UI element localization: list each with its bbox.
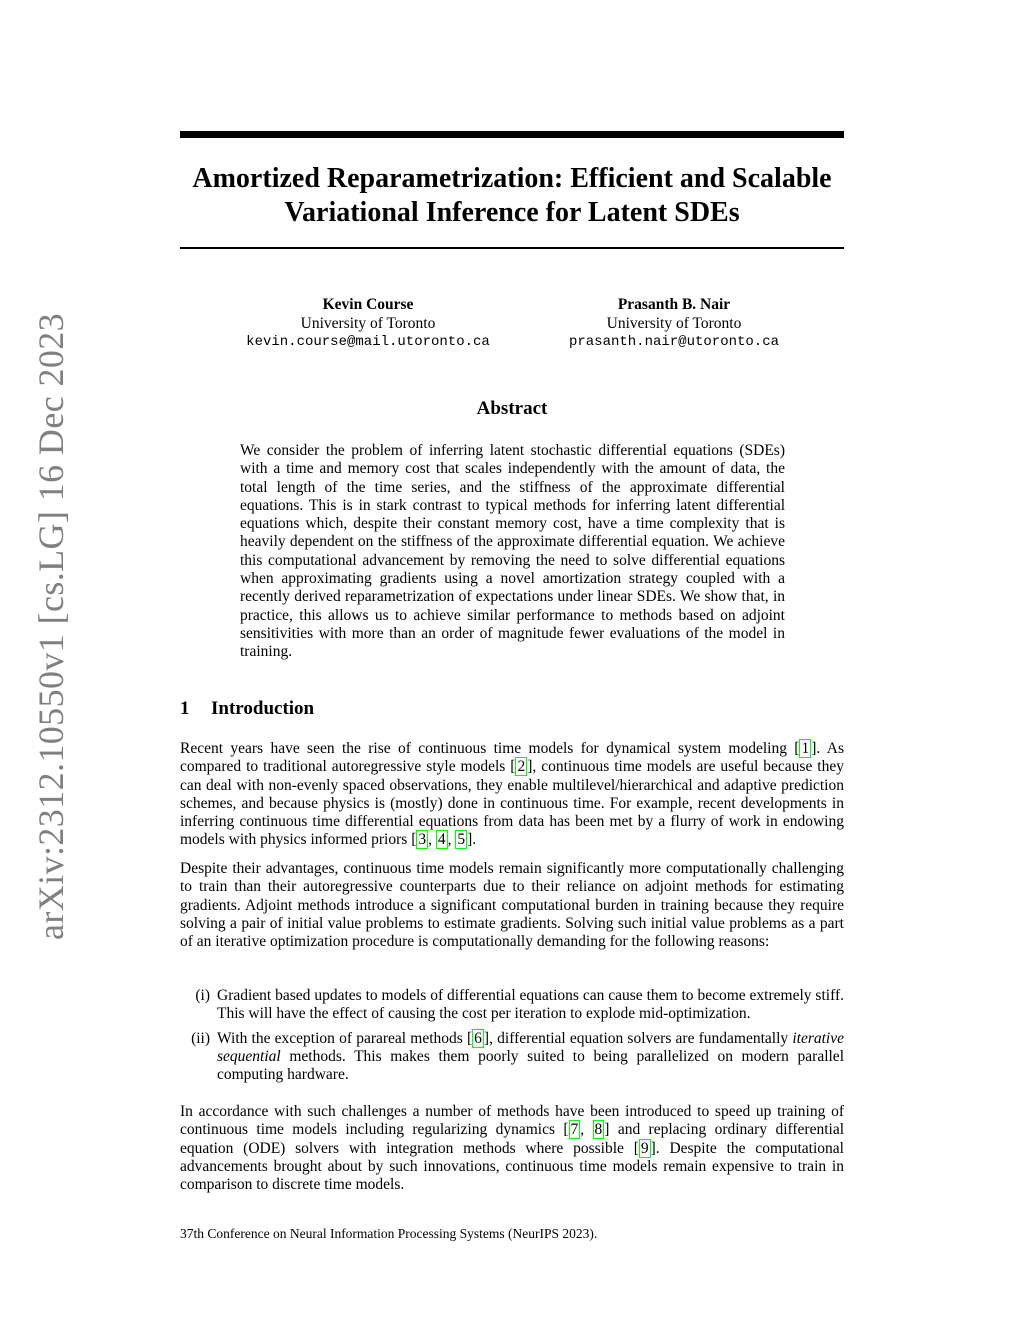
list-item	[180, 1030, 844, 1085]
list-item	[180, 987, 844, 1024]
arxiv-stamp: arXiv:2312.10550v1 [cs.LG] 16 Dec 2023	[31, 312, 71, 940]
citation-link[interactable]: 5	[457, 831, 466, 849]
citation-link[interactable]: 8	[594, 1121, 603, 1139]
citation-link[interactable]: 6	[474, 1029, 482, 1047]
citation-link[interactable]: 1	[801, 740, 810, 757]
citation-link[interactable]: 3	[418, 831, 427, 849]
author-block	[514, 295, 834, 352]
intro-paragraph-3: In accordance with such challenges a number of methods have been introduced to speed up training of continuous time models including regularizing dynamics [ 7 , 8 ] and replacing ordinary differential equation (ODE) solvers with integration methods where possible [ 9 ]. Despite the computational advancements brought about by such innovations, continuous time models remain expensive to train in comparison to discrete time models.	[180, 1103, 845, 1194]
list-label: (ii)	[191, 1029, 210, 1047]
author-block	[208, 295, 528, 352]
section-number: 1	[180, 698, 190, 719]
list-text: With the exception of parareal methods [ 6 ], differential equation solvers are fundamentally iterative sequential methods. This makes them poorly suited to being parallelized on modern parallel computing hardware.	[217, 1029, 844, 1084]
conference-footnote: 37th Conference on Neural Information Processing Systems (NeurIPS 2023).	[180, 1226, 598, 1241]
title-bottom-rule	[180, 247, 844, 249]
citation-link[interactable]: 9	[640, 1139, 649, 1157]
author-email[interactable]: prasanth.nair@utoronto.ca	[568, 334, 780, 350]
author-affiliation: University of Toronto	[606, 315, 742, 332]
author-name: Kevin Course	[322, 296, 414, 313]
section-heading	[180, 698, 314, 720]
abstract-text: We consider the problem of inferring latent stochastic differential equations (SDEs) with a time and memory cost that scales independently with the amount of data, the total length of the time series, and the stiffness of the approximate differential equations. This is in stark contrast to typical methods for inferring latent differential equations which, despite their constant memory cost, have a time complexity that is heavily dependent on the stiffness of the approximate differential equation. We achieve this computational advancement by removing the need to solve differential equations when approximating gradients using a novel amortization strategy coupled with a recently derived reparametrization of expectations under linear SDEs. We show that, in practice, this allows us to achieve similar performance to methods based on adjoint sensitivities with more than an order of magnitude fewer evaluations of the model in training.	[240, 442, 785, 661]
list-text: Gradient based updates to models of differential equations can cause them to become extremely stiff. This will have the effect of causing the cost per iteration to explode mid-optimization.	[217, 987, 844, 1023]
author-name: Prasanth B. Nair	[617, 296, 731, 313]
reasons-list	[180, 987, 844, 1090]
paper-title: Amortized Reparametrization: Efficient and Scalable Variational Inference for Latent SDEs	[192, 163, 832, 228]
citation-link[interactable]: 2	[517, 758, 526, 776]
abstract-heading: Abstract	[476, 398, 548, 419]
list-label: (i)	[195, 987, 210, 1004]
author-affiliation: University of Toronto	[300, 315, 436, 332]
intro-paragraph-2: Despite their advantages, continuous time models remain significantly more computationally challenging to train than their autoregressive counterparts due to their reliance on adjoint methods for estimating gradients. Adjoint methods introduce a significant computational burden in training because they require solving a pair of initial value problems to estimate gradients. Solving such initial value problems as a part of an iterative optimization procedure is computationally demanding for the following reasons:	[180, 860, 844, 951]
author-email[interactable]: kevin.course@mail.utoronto.ca	[246, 334, 490, 350]
citation-link[interactable]: 4	[437, 831, 446, 849]
citation-link[interactable]: 7	[570, 1121, 579, 1139]
intro-paragraph-1: Recent years have seen the rise of continuous time models for dynamical system modeling [ 1 ]. As compared to traditional autoregressive style models [ 2 ], continuous time models are useful because they can deal with non-evenly spaced observations, they enable multilevel/hierarchical and adaptive prediction schemes, and because physics is (mostly) done in continuous time. For example, recent developments in inferring continuous time differential equations from data has been met by a flurry of work in endowing models with physics informed priors [ 3 , 4 , 5 ].	[180, 740, 844, 849]
title-top-rule	[180, 131, 844, 138]
section-title: Introduction	[211, 698, 315, 719]
